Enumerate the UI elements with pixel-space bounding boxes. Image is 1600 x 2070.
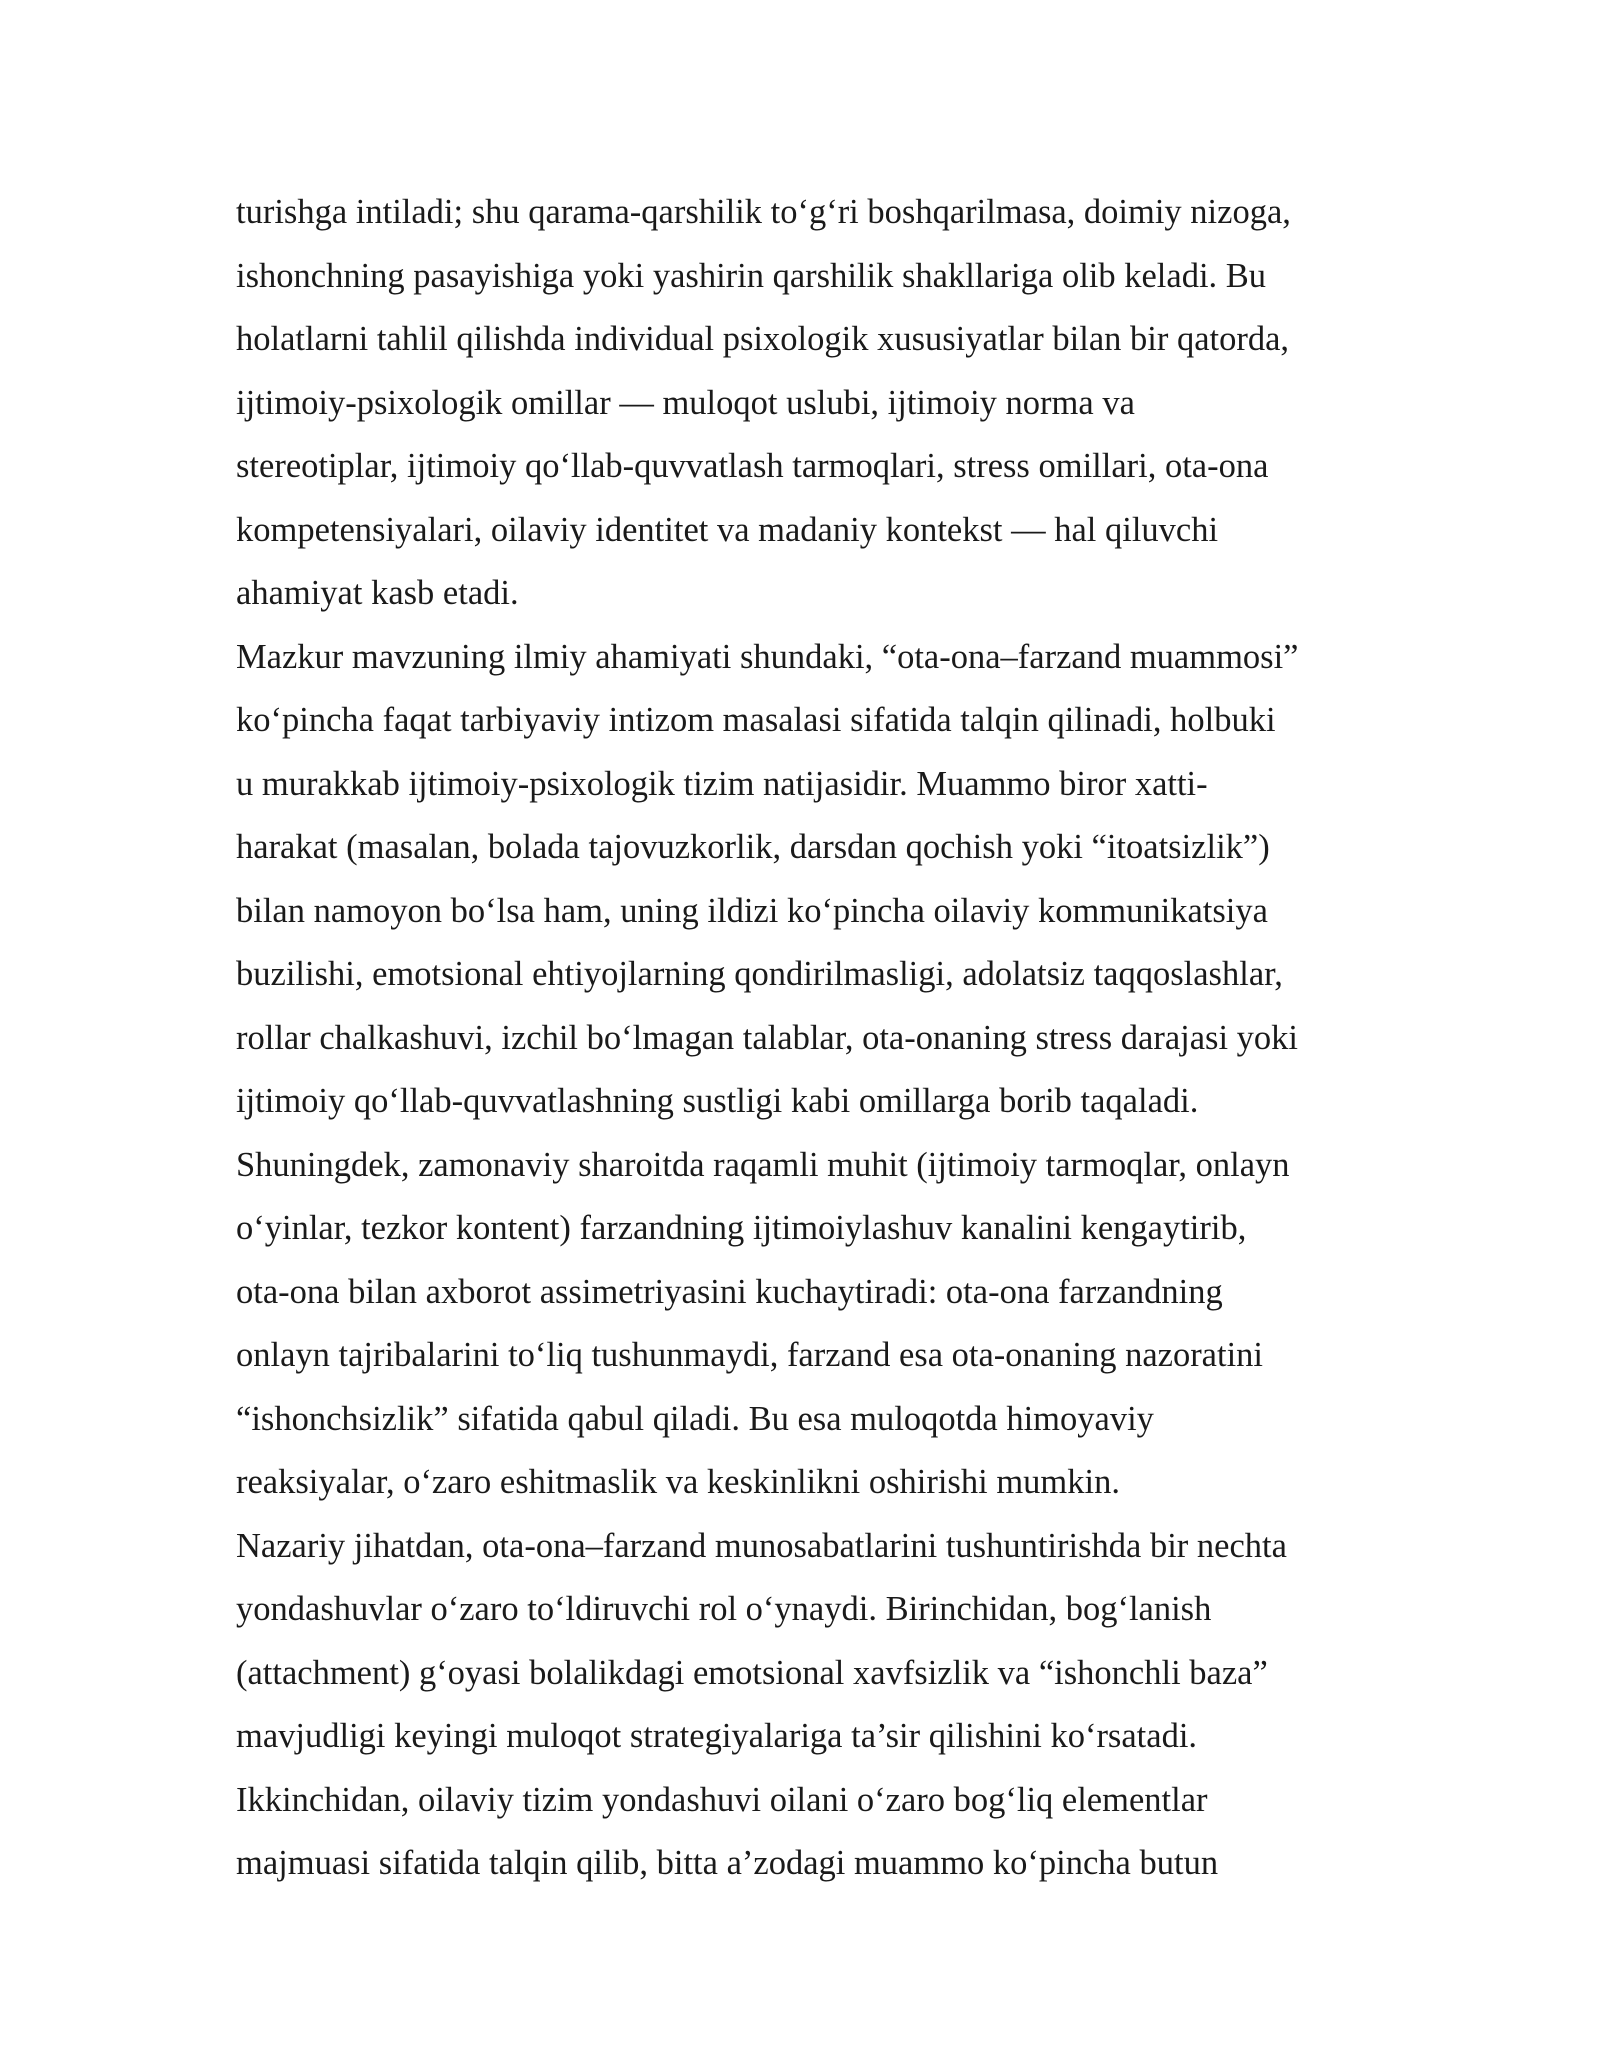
text-line: ijtimoiy-psixologik omillar — muloqot uslubi, ijtimoiy norma va bbox=[236, 383, 1135, 422]
text-line: (attachment) g‘oyasi bolalikdagi emotsional xavfsizlik va “ishonchli baza” bbox=[236, 1653, 1268, 1692]
text-line: kompetensiyalari, oilaviy identitet va madaniy kontekst — hal qiluvchi bbox=[236, 510, 1219, 549]
text-line: Nazariy jihatdan, ota-ona–farzand munosabatlarini tushuntirishda bir nechta bbox=[236, 1526, 1287, 1565]
text-line: ko‘pincha faqat tarbiyaviy intizom masalasi sifatida talqin qilinadi, holbuki bbox=[236, 701, 1276, 739]
text-line: u murakkab ijtimoiy-psixologik tizim natijasidir. Muammo biror xatti- bbox=[236, 764, 1208, 803]
text-line: majmuasi sifatida talqin qilib, bitta a’zodagi muammo ko‘pincha butun bbox=[236, 1844, 1219, 1882]
text-line: ijtimoiy qo‘llab-quvvatlashning sustligi kabi omillarga borib taqaladi. bbox=[236, 1082, 1199, 1120]
text-line: turishga intiladi; shu qarama-qarshilik to‘g‘ri boshqarilmasa, doimiy nizoga, bbox=[236, 193, 1291, 231]
text-line: Shuningdek, zamonaviy sharoitda raqamli muhit (ijtimoiy tarmoqlar, onlayn bbox=[236, 1145, 1290, 1184]
text-line: ishonchning pasayishiga yoki yashirin qarshilik shakllariga olib keladi. Bu bbox=[236, 256, 1267, 295]
text-line: mavjudligi keyingi muloqot strategiyalariga ta’sir qilishini ko‘rsatadi. bbox=[236, 1717, 1198, 1755]
text-line: reaksiyalar, o‘zaro eshitmaslik va keskinlikni oshirishi mumkin. bbox=[236, 1463, 1120, 1501]
text-line: holatlarni tahlil qilishda individual psixologik xususiyatlar bilan bir qatorda, bbox=[236, 320, 1290, 358]
text-line: buzilishi, emotsional ehtiyojlarning qondirilmasligi, adolatsiz taqqoslashlar, bbox=[236, 955, 1283, 993]
text-line: bilan namoyon bo‘lsa ham, uning ildizi ko‘pincha oilaviy kommunikatsiya bbox=[236, 891, 1268, 930]
text-line: onlayn tajribalarini to‘liq tushunmaydi, farzand esa ota-onaning nazoratini bbox=[236, 1336, 1263, 1374]
text-line: o‘yinlar, tezkor kontent) farzandning ijtimoiylashuv kanalini kengaytirib, bbox=[236, 1209, 1247, 1247]
text-line: ota-ona bilan axborot assimetriyasini kuchaytiradi: ota-ona farzandning bbox=[236, 1272, 1223, 1311]
text-line: rollar chalkashuvi, izchil bo‘lmagan talablar, ota-onaning stress darajasi yoki bbox=[236, 1018, 1299, 1057]
text-line: Mazkur mavzuning ilmiy ahamiyati shundaki, “ota-ona–farzand muammosi” bbox=[236, 637, 1299, 676]
text-line: harakat (masalan, bolada tajovuzkorlik, darsdan qochish yoki “itoatsizlik”) bbox=[236, 828, 1270, 866]
text-line: ahamiyat kasb etadi. bbox=[236, 574, 519, 612]
text-line: “ishonchsizlik” sifatida qabul qiladi. Bu esa muloqotda himoyaviy bbox=[236, 1399, 1154, 1438]
body-text bbox=[236, 181, 1396, 1896]
text-line: yondashuvlar o‘zaro to‘ldiruvchi rol o‘ynaydi. Birinchidan, bog‘lanish bbox=[236, 1590, 1212, 1628]
text-line: Ikkinchidan, oilaviy tizim yondashuvi oilani o‘zaro bog‘liq elementlar bbox=[236, 1780, 1208, 1819]
text-line: stereotiplar, ijtimoiy qo‘llab-quvvatlash tarmoqlari, stress omillari, ota-ona bbox=[236, 447, 1269, 485]
